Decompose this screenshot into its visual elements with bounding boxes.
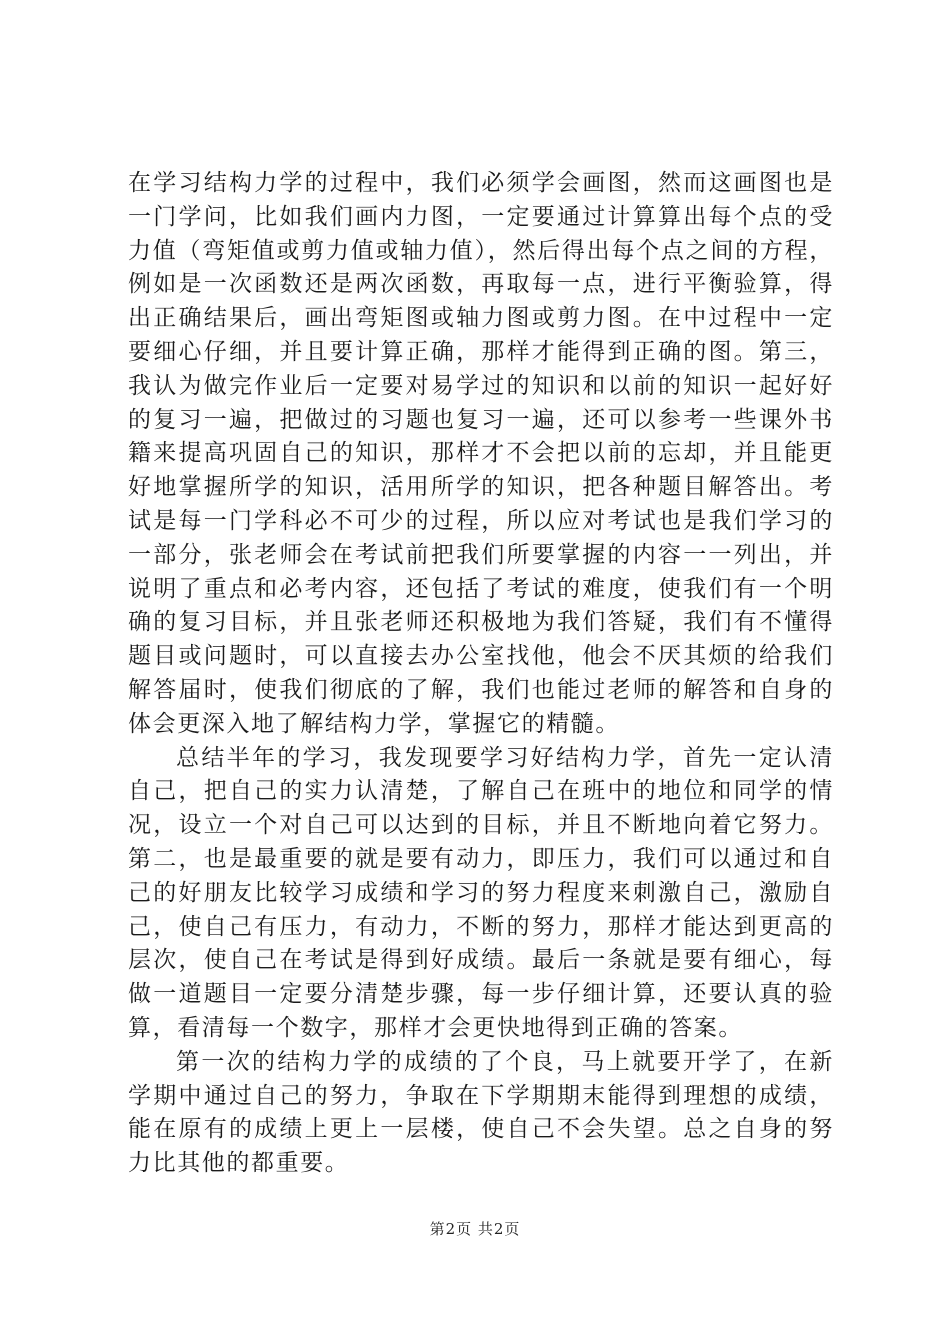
document-body [128,167,834,1181]
paragraph-1: 在学习结构力学的过程中，我们必须学会画图，然而这画图也是一门学问，比如我们画内力图，一定要通过计算算出每个点的受力值（弯矩值或剪力值或轴力值），然后得出每个点之间的方程，例如是一次函数还是两次函数，再取每一点，进行平衡验算，得出正确结果后，画出弯矩图或轴力图或剪力图。在中过程中一定要细心仔细，并且要计算正确，那样才能得到正确的图。第三，我认为做完作业后一定要对易学过的知识和以前的知识一起好好的复习一遍，把做过的习题也复习一遍，还可以参考一些课外书籍来提高巩固自己的知识，那样才不会把以前的忘却，并且能更好地掌握所学的知识，活用所学的知识，把各种题目解答出。考试是每一门学科必不可少的过程，所以应对考试也是我们学习的一部分，张老师会在考试前把我们所要掌握的内容一一列出，并说明了重点和必考内容，还包括了考试的难度，使我们有一个明确的复习目标，并且张老师还积极地为我们答疑，我们有不懂得题目或问题时，可以直接去办公室找他，他会不厌其烦的给我们解答届时，使我们彻底的了解，我们也能过老师的解答和自身的体会更深入地了解结构力学，掌握它的精髓。 [128,170,834,737]
page-footer: 第2页 共2页 [429,1220,521,1238]
paragraph-2: 总结半年的学习，我发现要学习好结构力学，首先一定认清自己，把自己的实力认清楚，了解自己在班中的地位和同学的情况，设立一个对自己可以达到的目标，并且不断地向着它努力。第二，也是最重要的就是要有动力，即压力，我们可以通过和自己的好朋友比较学习成绩和学习的努力程度来刺激自己，激励自己，使自己有压力，有动力，不断的努力，那样才能达到更高的层次，使自己在考试是得到好成绩。最后一条就是要有细心，每做一道题目一定要分清楚步骤，每一步仔细计算，还要认真的验算，看清每一个数字，那样才会更快地得到正确的答案。 [128,744,834,1041]
paragraph-3: 第一次的结构力学的成绩的了个良，马上就要开学了，在新学期中通过自己的努力，争取在下学期期末能得到理想的成绩，能在原有的成绩上更上一层楼，使自己不会失望。总之自身的努力比其他的都重要。 [128,1048,834,1177]
